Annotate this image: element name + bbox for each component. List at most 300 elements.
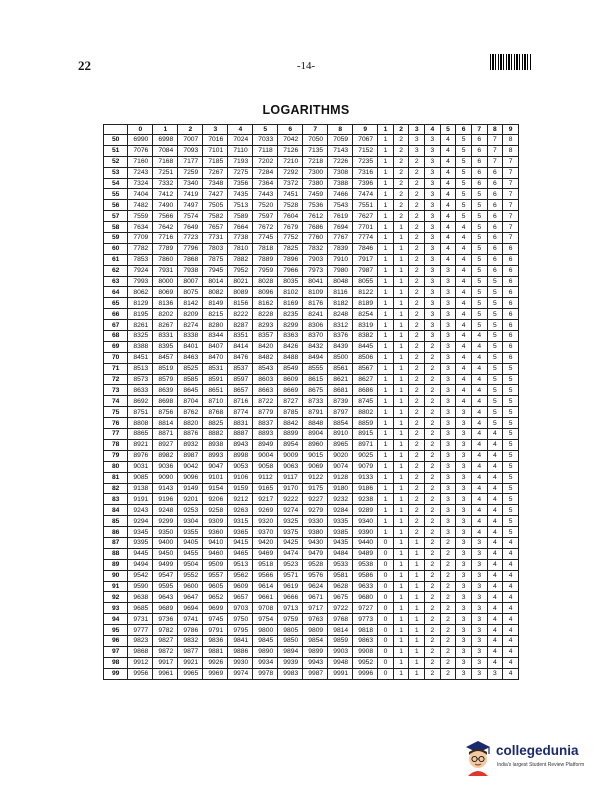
mantissa-cell: 9538 [353, 559, 378, 570]
mantissa-cell: 8331 [153, 331, 178, 342]
mean-difference-cell: 3 [456, 429, 472, 440]
table-row [104, 559, 519, 570]
row-number-cell: 71 [104, 363, 128, 374]
row-number-cell: 91 [104, 581, 128, 592]
mantissa-cell: 9274 [278, 505, 303, 516]
row-number-cell: 99 [104, 668, 128, 679]
mantissa-cell: 8338 [178, 331, 203, 342]
mean-difference-cell: 5 [456, 200, 472, 211]
mantissa-cell: 9128 [328, 472, 353, 483]
mean-difference-cell: 1 [409, 537, 425, 548]
table-row [104, 581, 519, 592]
mean-difference-cell: 5 [503, 439, 519, 450]
row-number-cell: 51 [104, 145, 128, 156]
mantissa-cell: 8195 [128, 309, 153, 320]
mean-difference-cell: 1 [409, 592, 425, 603]
mantissa-cell: 9053 [228, 461, 253, 472]
table-row [104, 352, 519, 363]
table-row [104, 385, 519, 396]
table-row [104, 276, 519, 287]
mantissa-cell: 7497 [178, 200, 203, 211]
mean-difference-cell: 7 [503, 178, 519, 189]
mantissa-cell: 8062 [128, 287, 153, 298]
mantissa-cell: 9222 [278, 494, 303, 505]
mean-difference-cell: 5 [487, 363, 503, 374]
table-header-row [104, 125, 519, 135]
mean-difference-cell: 2 [409, 156, 425, 167]
mantissa-cell: 9390 [353, 527, 378, 538]
mantissa-cell: 8943 [228, 439, 253, 450]
mean-difference-cell: 2 [425, 668, 441, 679]
mantissa-cell: 7597 [253, 211, 278, 222]
mean-difference-cell: 3 [425, 222, 441, 233]
mean-difference-cell: 0 [378, 614, 394, 625]
mantissa-cell: 9991 [328, 668, 353, 679]
mantissa-cell: 9400 [153, 537, 178, 548]
row-number-cell: 75 [104, 407, 128, 418]
mean-difference-cell: 5 [503, 527, 519, 538]
row-number-cell: 88 [104, 548, 128, 559]
mantissa-cell: 8871 [153, 429, 178, 440]
mean-difference-cell: 0 [378, 570, 394, 581]
row-number-cell: 82 [104, 483, 128, 494]
mantissa-cell: 9025 [353, 450, 378, 461]
mantissa-cell: 9805 [278, 625, 303, 636]
mantissa-cell: 7193 [228, 156, 253, 167]
mantissa-cell: 7275 [228, 167, 253, 178]
mean-difference-cell: 3 [440, 385, 456, 396]
mantissa-cell: 8762 [178, 407, 203, 418]
row-number-cell: 63 [104, 276, 128, 287]
table-row [104, 461, 519, 472]
mantissa-cell: 7202 [253, 156, 278, 167]
mantissa-cell: 8312 [328, 320, 353, 331]
mantissa-cell: 9974 [228, 668, 253, 679]
mean-difference-cell: 2 [393, 189, 409, 200]
mean-difference-cell: 3 [440, 527, 456, 538]
mantissa-cell: 9930 [228, 657, 253, 668]
mean-difference-cell: 5 [503, 418, 519, 429]
row-number-cell: 94 [104, 614, 128, 625]
mean-difference-cell: 3 [440, 505, 456, 516]
mean-difference-cell: 3 [456, 461, 472, 472]
mantissa-cell: 7300 [303, 167, 328, 178]
mantissa-cell: 7348 [203, 178, 228, 189]
mantissa-cell: 8555 [303, 363, 328, 374]
mean-difference-cell: 1 [393, 527, 409, 538]
mean-difference-cell: 5 [503, 450, 519, 461]
mantissa-cell: 8591 [203, 374, 228, 385]
mean-difference-cell: 4 [471, 385, 487, 396]
mantissa-cell: 7050 [303, 135, 328, 146]
mean-difference-cell: 0 [378, 581, 394, 592]
mean-difference-cell: 5 [471, 265, 487, 276]
mean-difference-cell: 1 [393, 657, 409, 668]
mean-difference-cell: 2 [409, 287, 425, 298]
mantissa-cell: 7490 [153, 200, 178, 211]
row-number-cell: 78 [104, 439, 128, 450]
mean-difference-cell: 2 [440, 548, 456, 559]
mean-difference-cell: 1 [378, 276, 394, 287]
mean-difference-cell: 6 [503, 287, 519, 298]
mean-difference-cell: 2 [409, 331, 425, 342]
mantissa-cell: 8500 [328, 352, 353, 363]
mean-difference-cell: 7 [503, 167, 519, 178]
mean-difference-cell: 4 [471, 527, 487, 538]
mantissa-cell: 8848 [303, 418, 328, 429]
mean-difference-cell: 2 [425, 472, 441, 483]
mean-difference-cell: 1 [393, 581, 409, 592]
mean-difference-cell: 2 [425, 450, 441, 461]
mean-difference-cell: 6 [487, 233, 503, 244]
mean-difference-cell: 3 [456, 439, 472, 450]
mean-difference-cell: 4 [503, 635, 519, 646]
mean-difference-cell: 3 [471, 625, 487, 636]
mean-difference-cell: 3 [440, 287, 456, 298]
mean-difference-cell: 4 [471, 396, 487, 407]
mean-difference-cell: 1 [393, 396, 409, 407]
table-row [104, 135, 519, 146]
mantissa-cell: 8089 [228, 287, 253, 298]
row-number-cell: 68 [104, 331, 128, 342]
mean-difference-cell: 5 [471, 233, 487, 244]
mean-difference-cell: 1 [378, 211, 394, 222]
mantissa-cell: 7672 [253, 222, 278, 233]
mean-difference-cell: 5 [471, 320, 487, 331]
mantissa-cell: 7474 [353, 189, 378, 200]
mantissa-cell: 8021 [228, 276, 253, 287]
mean-difference-cell: 4 [456, 309, 472, 320]
mantissa-cell: 9513 [228, 559, 253, 570]
mantissa-cell: 9961 [153, 668, 178, 679]
mean-difference-cell: 7 [487, 135, 503, 146]
mantissa-cell: 9934 [253, 657, 278, 668]
mantissa-cell: 9818 [353, 625, 378, 636]
mantissa-cell: 7882 [228, 254, 253, 265]
mantissa-cell: 7634 [128, 222, 153, 233]
mean-difference-cell: 2 [425, 374, 441, 385]
mantissa-cell: 8082 [203, 287, 228, 298]
mean-difference-cell: 5 [487, 276, 503, 287]
mantissa-cell: 8267 [153, 320, 178, 331]
mantissa-cell: 8169 [278, 298, 303, 309]
mean-difference-cell: 4 [471, 483, 487, 494]
mantissa-cell: 7818 [253, 243, 278, 254]
mantissa-cell: 7259 [178, 167, 203, 178]
mantissa-cell: 7945 [203, 265, 228, 276]
mantissa-cell: 9154 [203, 483, 228, 494]
mantissa-cell: 7396 [353, 178, 378, 189]
mean-difference-cell: 2 [440, 581, 456, 592]
mantissa-cell: 9657 [228, 592, 253, 603]
mean-difference-cell: 4 [456, 287, 472, 298]
mean-difference-cell: 1 [409, 614, 425, 625]
mean-difference-cell: 3 [425, 145, 441, 156]
mantissa-cell: 9494 [128, 559, 153, 570]
mantissa-cell: 9375 [278, 527, 303, 538]
mantissa-cell: 9074 [328, 461, 353, 472]
mean-difference-cell: 6 [487, 200, 503, 211]
mantissa-cell: 7889 [253, 254, 278, 265]
column-header: 4 [425, 125, 441, 135]
mantissa-cell: 9096 [178, 472, 203, 483]
mantissa-cell: 9435 [328, 537, 353, 548]
mean-difference-cell: 2 [425, 527, 441, 538]
mantissa-cell: 8597 [228, 374, 253, 385]
mean-difference-cell: 4 [503, 570, 519, 581]
mantissa-cell: 9489 [353, 548, 378, 559]
mantissa-cell: 7810 [228, 243, 253, 254]
mantissa-cell: 9576 [303, 570, 328, 581]
mantissa-cell: 9643 [153, 592, 178, 603]
mantissa-cell: 7896 [278, 254, 303, 265]
mantissa-cell: 8363 [278, 331, 303, 342]
mantissa-cell: 9868 [128, 646, 153, 657]
row-number-cell: 95 [104, 625, 128, 636]
mean-difference-cell: 1 [378, 178, 394, 189]
mean-difference-cell: 2 [409, 243, 425, 254]
mean-difference-cell: 0 [378, 592, 394, 603]
mantissa-cell: 8609 [278, 374, 303, 385]
mantissa-cell: 9908 [353, 646, 378, 657]
mean-difference-cell: 2 [440, 614, 456, 625]
mantissa-cell: 7701 [353, 222, 378, 233]
mean-difference-cell: 3 [425, 200, 441, 211]
mantissa-cell: 9063 [278, 461, 303, 472]
mean-difference-cell: 2 [409, 483, 425, 494]
mantissa-cell: 9533 [328, 559, 353, 570]
mantissa-cell: 8189 [353, 298, 378, 309]
mantissa-cell: 8401 [178, 341, 203, 352]
mean-difference-cell: 1 [378, 320, 394, 331]
mean-difference-cell: 2 [425, 483, 441, 494]
table-row [104, 527, 519, 538]
mantissa-cell: 7980 [328, 265, 353, 276]
mantissa-cell: 9170 [278, 483, 303, 494]
mantissa-cell: 9685 [128, 603, 153, 614]
mean-difference-cell: 5 [487, 341, 503, 352]
mantissa-cell: 9217 [253, 494, 278, 505]
mean-difference-cell: 3 [425, 211, 441, 222]
mantissa-cell: 8657 [228, 385, 253, 396]
table-row [104, 418, 519, 429]
mantissa-cell: 9845 [253, 635, 278, 646]
mean-difference-cell: 2 [409, 461, 425, 472]
mean-difference-cell: 3 [425, 265, 441, 276]
mantissa-cell: 8808 [128, 418, 153, 429]
mantissa-cell: 7143 [328, 145, 353, 156]
mean-difference-cell: 3 [425, 276, 441, 287]
mean-difference-cell: 4 [487, 646, 503, 657]
mean-difference-cell: 3 [456, 537, 472, 548]
mean-difference-cell: 1 [378, 352, 394, 363]
mean-difference-cell: 0 [378, 603, 394, 614]
mantissa-cell: 8692 [128, 396, 153, 407]
mean-difference-cell: 4 [471, 352, 487, 363]
mean-difference-cell: 1 [393, 233, 409, 244]
mean-difference-cell: 1 [378, 516, 394, 527]
mantissa-cell: 8035 [278, 276, 303, 287]
mean-difference-cell: 3 [471, 559, 487, 570]
mean-difference-cell: 4 [503, 625, 519, 636]
mantissa-cell: 8156 [228, 298, 253, 309]
mean-difference-cell: 5 [471, 276, 487, 287]
mean-difference-cell: 3 [487, 668, 503, 679]
mean-difference-cell: 2 [409, 418, 425, 429]
mean-difference-cell: 4 [487, 548, 503, 559]
mantissa-cell: 8976 [128, 450, 153, 461]
mantissa-cell: 9159 [228, 483, 253, 494]
mantissa-cell: 9983 [278, 668, 303, 679]
mean-difference-cell: 3 [440, 461, 456, 472]
mean-difference-cell: 3 [425, 320, 441, 331]
mean-difference-cell: 5 [487, 396, 503, 407]
mantissa-cell: 9600 [178, 581, 203, 592]
mantissa-cell: 9122 [303, 472, 328, 483]
mantissa-cell: 9420 [253, 537, 278, 548]
mantissa-cell: 7024 [228, 135, 253, 146]
mean-difference-cell: 3 [471, 570, 487, 581]
mantissa-cell: 7796 [178, 243, 203, 254]
mean-difference-cell: 2 [409, 211, 425, 222]
mean-difference-cell: 5 [487, 298, 503, 309]
mantissa-cell: 8722 [253, 396, 278, 407]
mantissa-cell: 7324 [128, 178, 153, 189]
mantissa-cell: 9647 [178, 592, 203, 603]
mean-difference-cell: 4 [440, 178, 456, 189]
mantissa-cell: 9269 [253, 505, 278, 516]
mantissa-cell: 9750 [228, 614, 253, 625]
table-row [104, 298, 519, 309]
mantissa-cell: 9450 [153, 548, 178, 559]
mean-difference-cell: 6 [503, 254, 519, 265]
mantissa-cell: 8525 [178, 363, 203, 374]
column-header: 6 [456, 125, 472, 135]
mean-difference-cell: 1 [393, 407, 409, 418]
mantissa-cell: 8325 [128, 331, 153, 342]
mantissa-cell: 9557 [203, 570, 228, 581]
mantissa-cell: 7952 [228, 265, 253, 276]
mantissa-cell: 9854 [303, 635, 328, 646]
mantissa-cell: 8899 [278, 429, 303, 440]
table-row [104, 200, 519, 211]
mean-difference-cell: 3 [471, 635, 487, 646]
mean-difference-cell: 5 [503, 407, 519, 418]
mantissa-cell: 9504 [178, 559, 203, 570]
mean-difference-cell: 1 [378, 494, 394, 505]
mean-difference-cell: 1 [378, 374, 394, 385]
mean-difference-cell: 3 [456, 548, 472, 559]
mantissa-cell: 7427 [203, 189, 228, 200]
mean-difference-cell: 4 [487, 581, 503, 592]
column-header: 2 [178, 125, 203, 135]
mean-difference-cell: 2 [409, 450, 425, 461]
mean-difference-cell: 2 [409, 233, 425, 244]
mantissa-cell: 9425 [278, 537, 303, 548]
mantissa-cell: 8579 [153, 374, 178, 385]
mean-difference-cell: 5 [503, 396, 519, 407]
mantissa-cell: 9350 [153, 527, 178, 538]
mean-difference-cell: 4 [487, 483, 503, 494]
mean-difference-cell: 3 [409, 145, 425, 156]
mean-difference-cell: 1 [393, 646, 409, 657]
mantissa-cell: 9345 [128, 527, 153, 538]
mantissa-cell: 8176 [303, 298, 328, 309]
mantissa-cell: 7185 [203, 156, 228, 167]
mantissa-cell: 9671 [303, 592, 328, 603]
mean-difference-cell: 4 [456, 243, 472, 254]
mantissa-cell: 7709 [128, 233, 153, 244]
mantissa-cell: 9605 [203, 581, 228, 592]
mantissa-cell: 9238 [353, 494, 378, 505]
mantissa-cell: 7875 [203, 254, 228, 265]
mean-difference-cell: 4 [487, 505, 503, 516]
mantissa-cell: 9009 [278, 450, 303, 461]
mantissa-cell: 7435 [228, 189, 253, 200]
mantissa-cell: 7627 [353, 211, 378, 222]
mantissa-cell: 8998 [228, 450, 253, 461]
table-row [104, 570, 519, 581]
mantissa-cell: 9921 [178, 657, 203, 668]
mantissa-cell: 9415 [228, 537, 253, 548]
mean-difference-cell: 4 [440, 145, 456, 156]
mantissa-cell: 9440 [353, 537, 378, 548]
mantissa-cell: 9523 [278, 559, 303, 570]
mantissa-cell: 7767 [328, 233, 353, 244]
mean-difference-cell: 2 [425, 625, 441, 636]
mantissa-cell: 7973 [303, 265, 328, 276]
mean-difference-cell: 4 [487, 527, 503, 538]
column-header: 2 [393, 125, 409, 135]
mean-difference-cell: 1 [409, 548, 425, 559]
mantissa-cell: 8370 [303, 331, 328, 342]
mantissa-cell: 7135 [303, 145, 328, 156]
mean-difference-cell: 2 [409, 178, 425, 189]
row-number-cell: 83 [104, 494, 128, 505]
table-row [104, 265, 519, 276]
mantissa-cell: 7218 [303, 156, 328, 167]
mantissa-cell: 9703 [228, 603, 253, 614]
mantissa-cell: 8463 [178, 352, 203, 363]
mantissa-cell: 9717 [303, 603, 328, 614]
mantissa-cell: 7528 [278, 200, 303, 211]
mean-difference-cell: 6 [471, 135, 487, 146]
mantissa-cell: 9309 [203, 516, 228, 527]
mantissa-cell: 9518 [253, 559, 278, 570]
column-header: 3 [409, 125, 425, 135]
mantissa-cell: 8774 [228, 407, 253, 418]
mantissa-cell: 7372 [278, 178, 303, 189]
table-row [104, 254, 519, 265]
mantissa-cell: 9484 [328, 548, 353, 559]
mean-difference-cell: 5 [487, 385, 503, 396]
mantissa-cell: 9385 [328, 527, 353, 538]
column-header: 8 [328, 125, 353, 135]
mantissa-cell: 9499 [153, 559, 178, 570]
mantissa-cell: 8681 [328, 385, 353, 396]
mean-difference-cell: 2 [393, 156, 409, 167]
mantissa-cell: 9832 [178, 635, 203, 646]
mantissa-cell: 9370 [253, 527, 278, 538]
mantissa-cell: 7649 [178, 222, 203, 233]
table-row [104, 287, 519, 298]
mean-difference-cell: 4 [503, 646, 519, 657]
mean-difference-cell: 2 [409, 200, 425, 211]
row-number-cell: 70 [104, 352, 128, 363]
mean-difference-cell: 5 [471, 211, 487, 222]
mantissa-cell: 8537 [228, 363, 253, 374]
mean-difference-cell: 4 [456, 363, 472, 374]
